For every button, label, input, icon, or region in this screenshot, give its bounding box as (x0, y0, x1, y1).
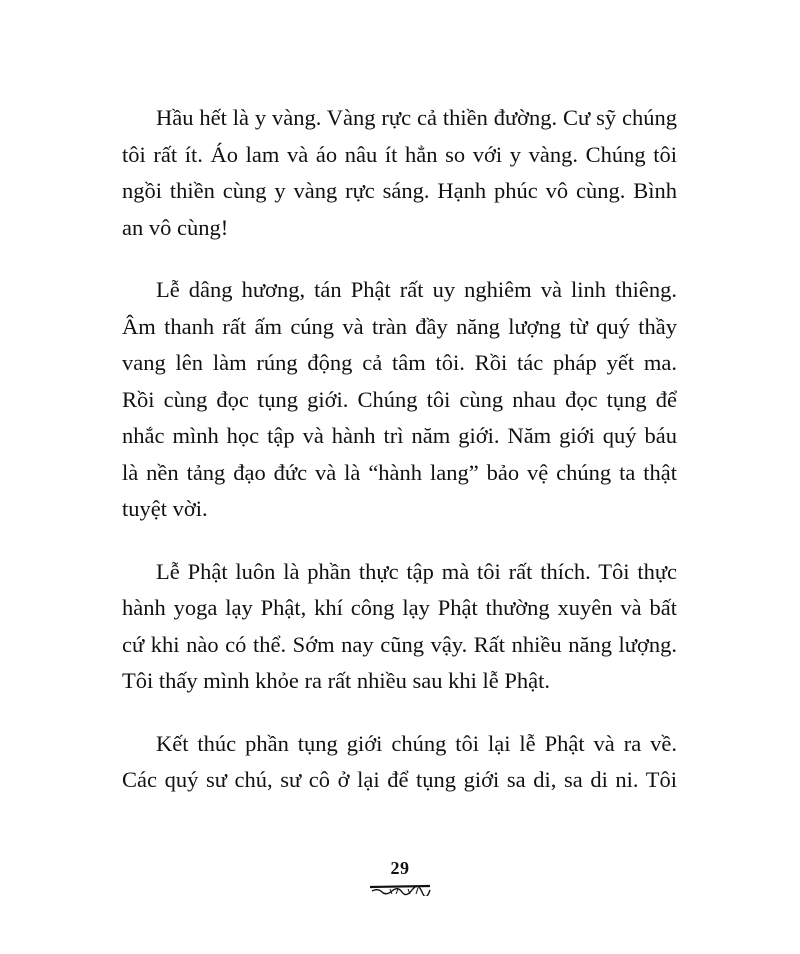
text-line: Âm thanh rất ấm cúng và tràn đầy năng lượng từ quý thầy (122, 313, 677, 339)
text-line: an vô cùng! (122, 214, 229, 240)
text-line: Kết thúc phần tụng giới chúng tôi lại lễ Phật và ra về. (156, 730, 677, 756)
text-line: nhắc mình học tập và hành trì năm giới. Năm giới quý báu (122, 423, 677, 448)
text-line: tôi rất ít. Áo lam và áo nâu ít hẳn so với y vàng. Chúng tôi (122, 141, 677, 167)
text-line: Hầu hết là y vàng. Vàng rực cả thiền đường. Cư sỹ chúng (156, 105, 677, 130)
text-line: là nền tảng đạo đức và là “hành lang” bảo vệ chúng ta thật (122, 459, 677, 485)
text-line: Lễ Phật luôn là phần thực tập mà tôi rất thích. Tôi thực (156, 558, 677, 584)
paragraph-2 (122, 272, 677, 528)
page-number: 29 (390, 858, 410, 878)
paragraph-4 (122, 726, 677, 799)
text-line: cứ khi nào có thể. Sớm nay cũng vậy. Rất nhiều năng lượng. (122, 631, 677, 657)
body-text (122, 100, 677, 825)
text-line: vang lên làm rúng động cả tâm tôi. Rồi tác pháp yết ma. (122, 350, 677, 375)
text-line: hành yoga lạy Phật, khí công lạy Phật thường xuyên và bất (122, 595, 677, 620)
text-line: tuyệt vời. (122, 496, 208, 521)
text-line: Rồi cùng đọc tụng giới. Chúng tôi cùng nhau đọc tụng để (122, 386, 677, 412)
text-line: ngồi thiền cùng y vàng rực sáng. Hạnh phúc vô cùng. Bình (122, 178, 677, 203)
text-line: Lễ dâng hương, tán Phật rất uy nghiêm và linh thiêng. (156, 277, 677, 302)
text-line: Tôi thấy mình khỏe ra rất nhiều sau khi lễ Phật. (122, 668, 551, 693)
paragraph-3 (122, 554, 677, 700)
paragraph-1 (122, 100, 677, 246)
text-line: Các quý sư chú, sư cô ở lại để tụng giới sa di, sa di ni. Tôi (122, 767, 677, 792)
page-ornament-icon (368, 882, 432, 896)
